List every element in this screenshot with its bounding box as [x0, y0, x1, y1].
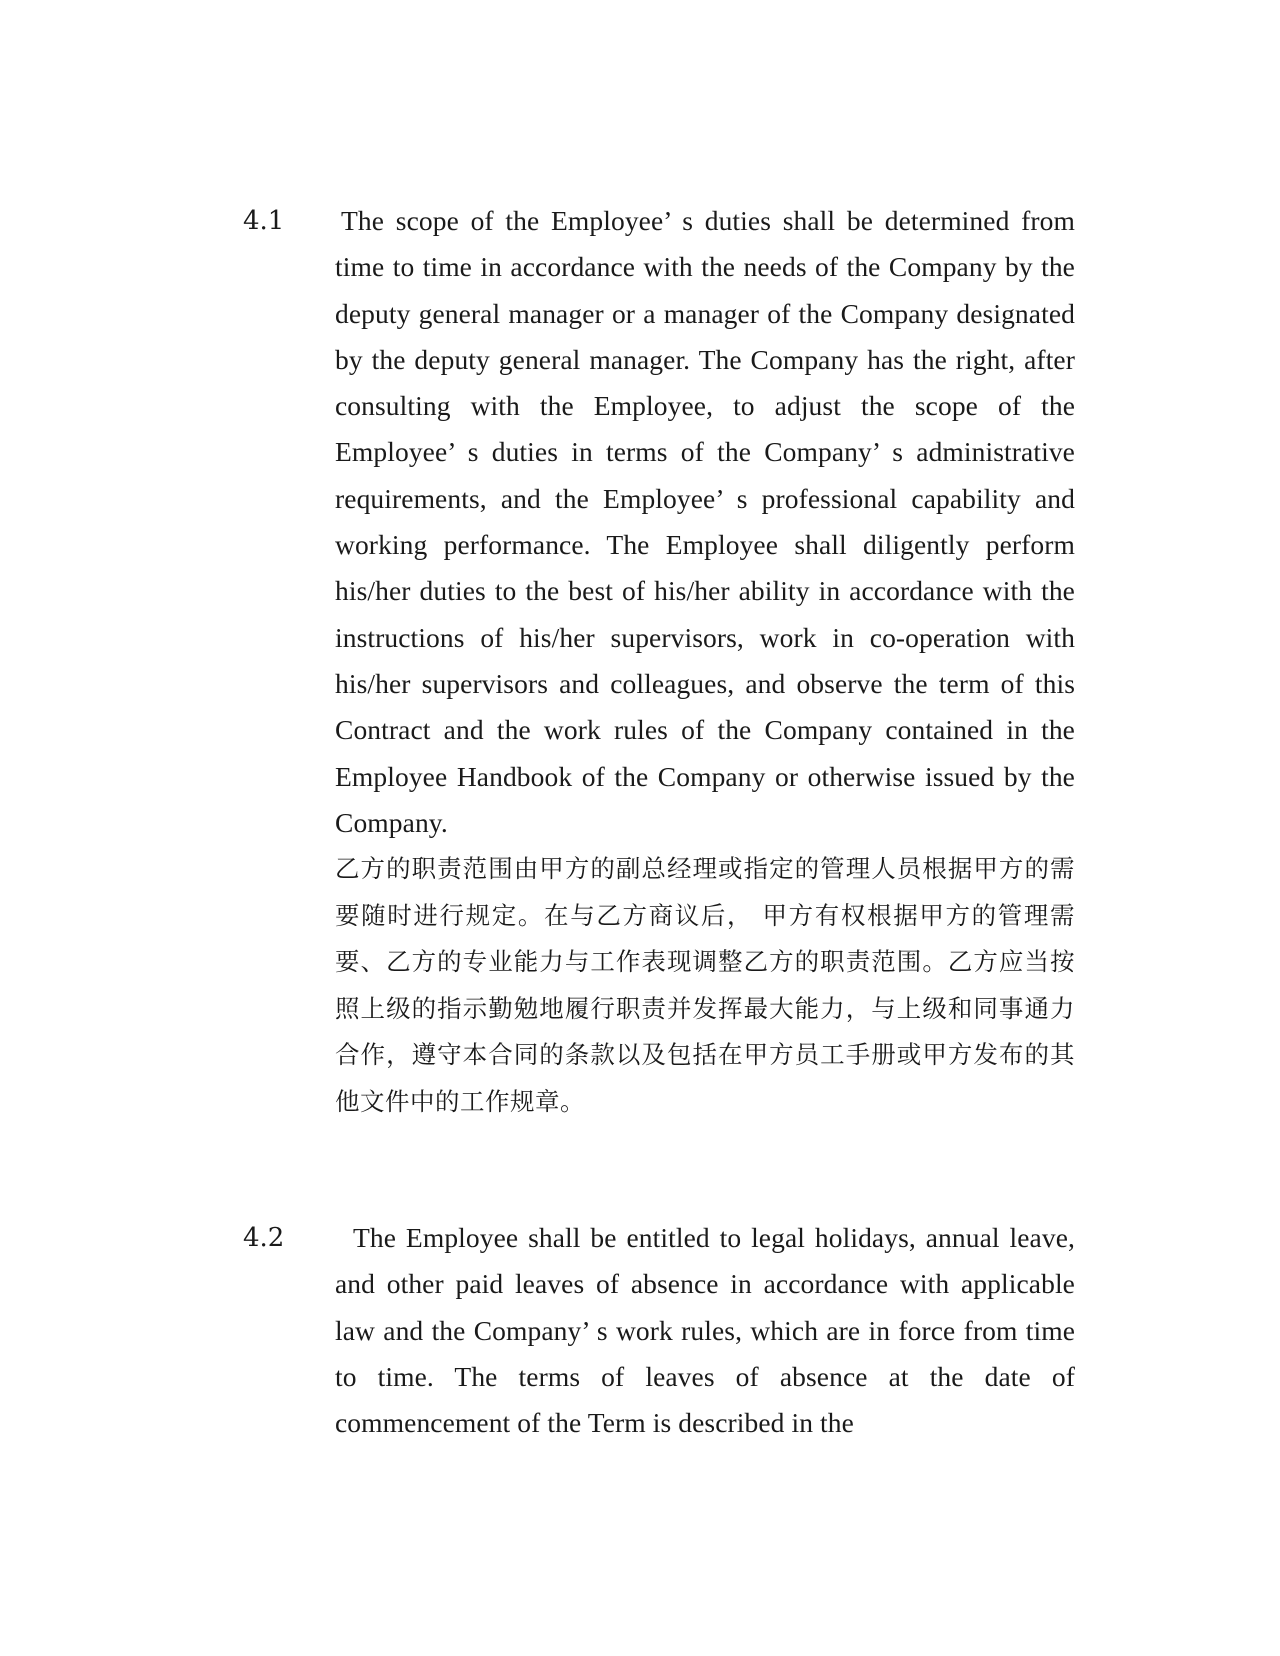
clause-body: [335, 1215, 1075, 1446]
clause-body: [335, 198, 1075, 1125]
clause-chinese-text: 乙方的职责范围由甲方的副总经理或指定的管理人员根据甲方的需要随时进行规定。在与乙方商议后， 甲方有权根据甲方的管理需要、乙方的专业能力与工作表现调整乙方的职责范围。乙方应当按照上级的指示勤勉地履行职责并发挥最大能力，与上级和同事通力合作，遵守本合同的条款以及包括在甲方员工手册或甲方发布的其他文件中的工作规章。: [335, 854, 1075, 1116]
clause-english-text: The scope of the Employee’ s duties shall be determined from time to time in accordance with the needs of the Company by the deputy general manager or a manager of the Company designated by the deputy general manager. The Company has the right, after consulting with the Employee, to adjust the scope of the Employee’ s duties in terms of the Company’ s administrative requirements, and the Employee’ s professional capability and working performance. The Employee shall diligently perform his/her duties to the best of his/her ability in accordance with the instructions of his/her supervisors, work in co-operation with his/her supervisors and colleagues, and observe the term of this Contract and the work rules of the Company contained in the Employee Handbook of the Company or otherwise issued by the Company.: [335, 205, 1075, 838]
clause-number: 4.1: [243, 206, 285, 236]
clause-number: 4.2: [243, 1223, 285, 1253]
clause-english-text: The Employee shall be entitled to legal holidays, annual leave, and other paid leaves of absence in accordance with applicable law and the Company’ s work rules, which are in force from time to time. The terms of leaves of absence at the date of commencement of the Term is described in the: [335, 1222, 1075, 1439]
